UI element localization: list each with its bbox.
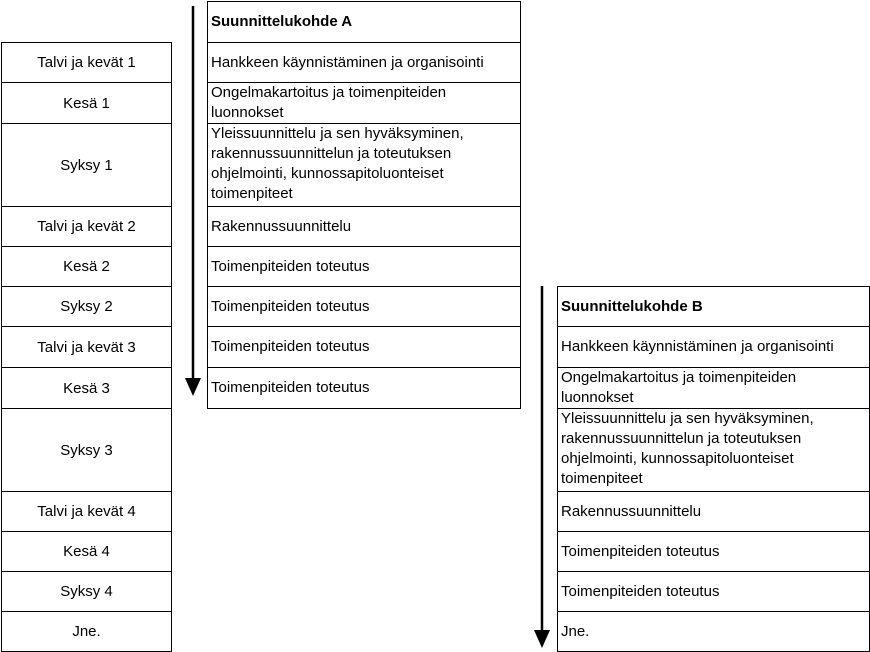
task-text: Toimenpiteiden toteutus xyxy=(211,297,370,315)
project-a-title-text: Suunnittelukohde A xyxy=(211,13,353,30)
task-text: Hankkeen käynnistäminen ja organisointi xyxy=(561,338,834,355)
season-label: Syksy 1 xyxy=(60,156,113,174)
task-text: Ongelmakartoitus ja toimenpiteiden luonnokset xyxy=(561,369,797,406)
project-a-task xyxy=(207,123,521,207)
season-label: Syksy 2 xyxy=(60,298,113,315)
project-a-task xyxy=(207,82,521,124)
season-cell xyxy=(1,611,172,652)
arrow-head xyxy=(185,378,201,396)
arrow-head xyxy=(534,630,550,648)
season-cell xyxy=(1,286,172,327)
project-a-task xyxy=(207,367,521,409)
project-b-title-text: Suunnittelukohde B xyxy=(561,297,703,315)
season-cell xyxy=(1,123,172,207)
task-text: Jne. xyxy=(561,622,590,640)
project-b-task xyxy=(557,611,870,652)
project-a-task xyxy=(207,42,521,83)
season-cell xyxy=(1,531,172,572)
timeline-arrow-a xyxy=(182,6,206,398)
season-cell xyxy=(1,491,172,532)
season-label: Talvi ja kevät 4 xyxy=(37,503,136,520)
task-text: Toimenpiteiden toteutus xyxy=(211,257,370,275)
task-text: Yleissuunnittelu ja sen hyväksyminen, rakennussuunnittelun ja toteutuksen ohjelmointi, kunnossapitoluonteiset toimenpiteet xyxy=(211,125,464,202)
season-label: Kesä 3 xyxy=(63,379,110,397)
season-cell xyxy=(1,42,172,83)
season-label: Syksy 3 xyxy=(60,441,113,459)
project-b-task xyxy=(557,326,870,368)
project-a-task xyxy=(207,206,521,247)
season-label: Syksy 4 xyxy=(60,583,113,600)
season-cell xyxy=(1,246,172,287)
timeline-arrow-b xyxy=(531,286,555,650)
task-text: Ongelmakartoitus ja toimenpiteiden luonnokset xyxy=(211,84,447,121)
project-b-task xyxy=(557,408,870,492)
season-cell xyxy=(1,326,172,368)
task-text: Yleissuunnittelu ja sen hyväksyminen, rakennussuunnittelun ja toteutuksen ohjelmointi, kunnossapitoluonteiset toimenpiteet xyxy=(561,410,814,487)
task-text: Toimenpiteiden toteutus xyxy=(211,338,370,355)
season-label: Kesä 1 xyxy=(63,94,110,112)
season-cell xyxy=(1,367,172,409)
season-cell xyxy=(1,408,172,492)
project-b-task xyxy=(557,367,870,409)
season-cell xyxy=(1,206,172,247)
project-b-title xyxy=(557,286,870,327)
project-b-task xyxy=(557,491,870,532)
season-label: Talvi ja kevät 3 xyxy=(37,338,136,356)
season-label: Kesä 4 xyxy=(63,543,110,560)
task-text: Toimenpiteiden toteutus xyxy=(561,582,720,600)
season-label: Talvi ja kevät 1 xyxy=(37,54,136,71)
project-a-task xyxy=(207,326,521,368)
project-a-title xyxy=(207,1,521,43)
project-b-task xyxy=(557,571,870,612)
project-a-task xyxy=(207,286,521,327)
task-text: Hankkeen käynnistäminen ja organisointi xyxy=(211,53,484,71)
season-label: Jne. xyxy=(72,623,101,640)
season-cell xyxy=(1,82,172,124)
season-label: Kesä 2 xyxy=(63,258,110,275)
project-a-task xyxy=(207,246,521,287)
task-text: Toimenpiteiden toteutus xyxy=(561,542,720,560)
task-text: Rakennussuunnittelu xyxy=(211,217,352,235)
season-cell xyxy=(1,571,172,612)
task-text: Toimenpiteiden toteutus xyxy=(211,379,370,396)
project-b-task xyxy=(557,531,870,572)
season-label: Talvi ja kevät 2 xyxy=(37,218,136,235)
task-text: Rakennussuunnittelu xyxy=(561,502,702,520)
